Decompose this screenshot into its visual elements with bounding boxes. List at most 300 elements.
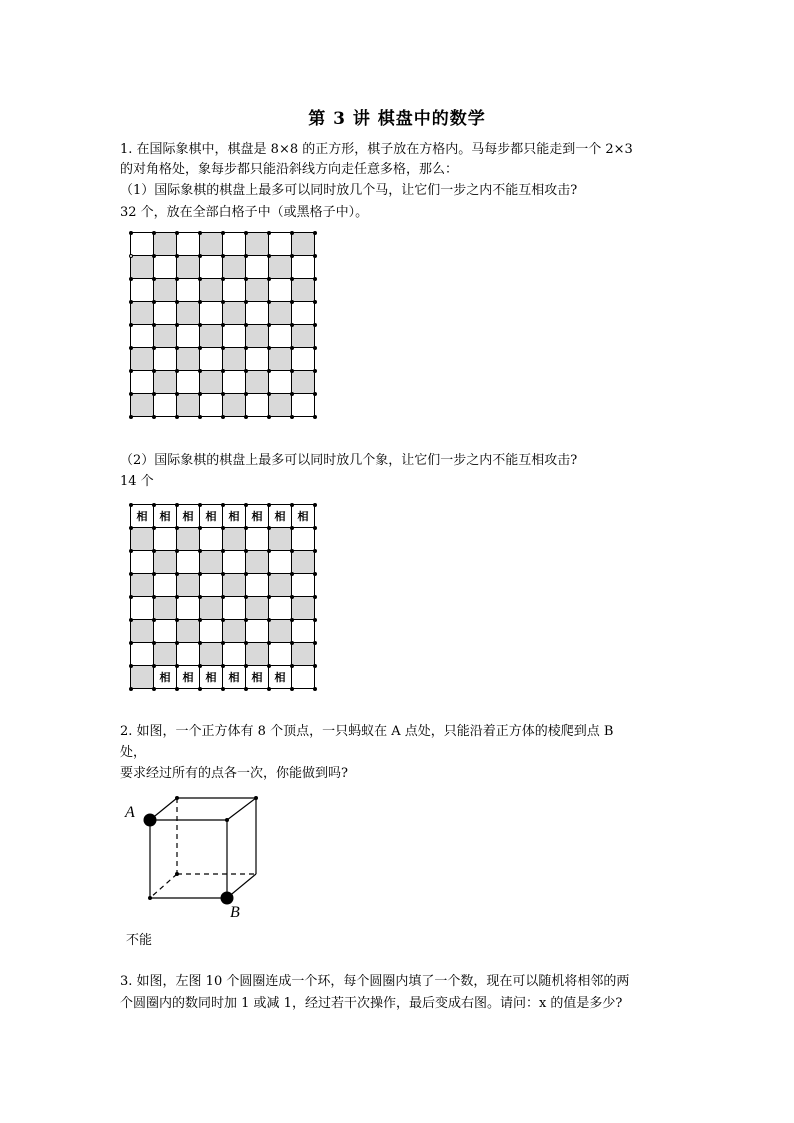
board-square xyxy=(223,325,246,348)
grid-intersection-dot xyxy=(290,323,294,327)
grid-intersection-dot xyxy=(129,526,133,530)
grid-intersection-dot xyxy=(244,526,248,530)
grid-intersection-dot xyxy=(221,277,225,281)
grid-intersection-dot xyxy=(198,664,202,668)
board-square xyxy=(292,574,315,597)
board-square xyxy=(177,574,200,597)
grid-intersection-dot xyxy=(175,687,179,691)
grid-intersection-dot xyxy=(221,595,225,599)
board-square xyxy=(154,348,177,371)
grid-intersection-dot xyxy=(152,277,156,281)
grid-intersection-dot xyxy=(244,618,248,622)
grid-intersection-dot xyxy=(129,687,133,691)
board-square xyxy=(223,574,246,597)
grid-intersection-dot xyxy=(129,346,133,350)
board-square xyxy=(200,371,223,394)
grid-intersection-dot xyxy=(221,618,225,622)
q1-sub1-question: （1）国际象棋的棋盘上最多可以同时放几个马，让它们一步之内不能互相攻击? xyxy=(120,183,578,198)
grid-intersection-dot xyxy=(244,231,248,235)
bishop-piece: 相 xyxy=(269,666,292,689)
grid-intersection-dot xyxy=(221,254,225,258)
board-square xyxy=(154,371,177,394)
grid-intersection-dot xyxy=(152,687,156,691)
grid-intersection-dot xyxy=(129,323,133,327)
board-square xyxy=(292,348,315,371)
bishop-piece: 相 xyxy=(246,666,269,689)
board-square xyxy=(177,394,200,417)
board-square xyxy=(154,528,177,551)
grid-intersection-dot xyxy=(313,415,317,419)
grid-intersection-dot xyxy=(198,503,202,507)
board-square xyxy=(292,233,315,256)
grid-intersection-dot xyxy=(313,369,317,373)
grid-intersection-dot xyxy=(313,231,317,235)
board-square xyxy=(223,551,246,574)
board-square xyxy=(154,597,177,620)
grid-intersection-dot xyxy=(221,549,225,553)
grid-intersection-dot xyxy=(152,641,156,645)
q2-text-line2: 处， xyxy=(120,745,147,760)
board-square xyxy=(200,620,223,643)
grid-intersection-dot xyxy=(244,415,248,419)
grid-intersection-dot xyxy=(129,392,133,396)
grid-intersection-dot xyxy=(267,231,271,235)
board-square xyxy=(131,666,154,689)
grid-intersection-dot xyxy=(129,641,133,645)
grid-intersection-dot xyxy=(313,277,317,281)
grid-intersection-dot xyxy=(175,641,179,645)
grid-intersection-dot xyxy=(290,346,294,350)
grid-intersection-dot xyxy=(290,641,294,645)
board-square xyxy=(246,574,269,597)
board-square xyxy=(292,643,315,666)
board-square xyxy=(269,279,292,302)
grid-intersection-dot xyxy=(290,415,294,419)
bishop-piece: 相 xyxy=(246,505,269,528)
board-square xyxy=(292,551,315,574)
grid-intersection-dot xyxy=(221,346,225,350)
grid-intersection-dot xyxy=(129,549,133,553)
bishop-piece: 相 xyxy=(292,505,315,528)
q1-sub2-answer: 14 个 xyxy=(120,474,154,489)
grid-intersection-dot xyxy=(175,526,179,530)
board-square xyxy=(154,551,177,574)
grid-intersection-dot xyxy=(290,549,294,553)
board-square xyxy=(200,348,223,371)
grid-intersection-dot xyxy=(198,595,202,599)
board-square xyxy=(223,643,246,666)
grid-intersection-dot xyxy=(244,369,248,373)
grid-intersection-dot xyxy=(267,595,271,599)
grid-intersection-dot xyxy=(129,231,133,235)
grid-intersection-dot xyxy=(129,415,133,419)
grid-intersection-dot xyxy=(152,323,156,327)
grid-intersection-dot xyxy=(221,664,225,668)
grid-intersection-dot xyxy=(221,392,225,396)
board-square xyxy=(131,348,154,371)
grid-intersection-dot xyxy=(313,664,317,668)
board-square xyxy=(246,348,269,371)
grid-intersection-dot xyxy=(198,641,202,645)
board-square xyxy=(246,643,269,666)
board-square xyxy=(131,371,154,394)
bishop-piece: 相 xyxy=(200,505,223,528)
grid-intersection-dot xyxy=(129,664,133,668)
grid-intersection-dot xyxy=(244,323,248,327)
grid-intersection-dot xyxy=(267,346,271,350)
board-square xyxy=(269,348,292,371)
board-square xyxy=(177,256,200,279)
board-square xyxy=(200,256,223,279)
grid-intersection-dot xyxy=(267,392,271,396)
grid-intersection-dot xyxy=(313,572,317,576)
board-square xyxy=(269,394,292,417)
board-square xyxy=(154,233,177,256)
grid-intersection-dot xyxy=(198,415,202,419)
bishop-piece: 相 xyxy=(223,666,246,689)
board-square xyxy=(131,256,154,279)
board-square xyxy=(246,256,269,279)
grid-intersection-dot xyxy=(175,595,179,599)
grid-intersection-dot xyxy=(313,323,317,327)
board-square xyxy=(246,371,269,394)
board-square xyxy=(154,620,177,643)
grid-intersection-dot xyxy=(129,503,133,507)
board-square xyxy=(200,643,223,666)
grid-intersection-dot xyxy=(152,231,156,235)
grid-intersection-dot xyxy=(175,415,179,419)
board-square xyxy=(269,528,292,551)
grid-intersection-dot xyxy=(152,300,156,304)
grid-intersection-dot xyxy=(129,277,133,281)
grid-intersection-dot xyxy=(290,664,294,668)
board-square xyxy=(154,394,177,417)
board-square xyxy=(269,256,292,279)
board-square xyxy=(131,394,154,417)
bishop-piece: 相 xyxy=(269,505,292,528)
grid-intersection-dot xyxy=(313,300,317,304)
grid-intersection-dot xyxy=(175,323,179,327)
grid-intersection-dot xyxy=(267,277,271,281)
grid-intersection-dot xyxy=(267,526,271,530)
board-square xyxy=(223,528,246,551)
board-square xyxy=(131,643,154,666)
board-square xyxy=(131,620,154,643)
board-square xyxy=(131,528,154,551)
board-square xyxy=(154,279,177,302)
q3-text-line1: 3. 如图，左图 10 个圆圈连成一个环，每个圆圈内填了一个数，现在可以随机将相邻的两 xyxy=(120,974,630,989)
cube-diagram xyxy=(120,790,270,930)
grid-intersection-dot xyxy=(244,346,248,350)
grid-intersection-dot xyxy=(290,595,294,599)
grid-intersection-dot xyxy=(290,254,294,258)
grid-intersection-dot xyxy=(129,300,133,304)
board-square xyxy=(292,256,315,279)
grid-intersection-dot xyxy=(175,618,179,622)
grid-intersection-dot xyxy=(244,300,248,304)
grid-intersection-dot xyxy=(313,346,317,350)
grid-intersection-dot xyxy=(198,392,202,396)
grid-intersection-dot xyxy=(198,323,202,327)
board-square xyxy=(269,302,292,325)
q2-text-line1: 2. 如图，一个正方体有 8 个顶点，一只蚂蚁在 A 点处，只能沿着正方体的棱爬到点 B xyxy=(120,724,614,739)
grid-intersection-dot xyxy=(129,369,133,373)
grid-intersection-dot xyxy=(267,687,271,691)
board-square xyxy=(177,643,200,666)
grid-intersection-dot xyxy=(244,277,248,281)
board-square xyxy=(200,302,223,325)
board-square xyxy=(269,551,292,574)
grid-intersection-dot xyxy=(267,254,271,258)
board-square xyxy=(200,279,223,302)
board-square xyxy=(269,620,292,643)
grid-intersection-dot xyxy=(267,503,271,507)
board-square xyxy=(154,574,177,597)
grid-intersection-dot xyxy=(267,415,271,419)
grid-intersection-dot xyxy=(267,369,271,373)
vertex-b-label: B xyxy=(230,904,240,921)
grid-intersection-dot xyxy=(267,549,271,553)
grid-intersection-dot xyxy=(313,254,317,258)
grid-intersection-dot xyxy=(221,572,225,576)
grid-intersection-dot xyxy=(198,526,202,530)
grid-intersection-dot xyxy=(152,346,156,350)
board-square xyxy=(177,620,200,643)
grid-intersection-dot xyxy=(313,549,317,553)
board-square xyxy=(292,528,315,551)
board-square xyxy=(269,574,292,597)
grid-intersection-dot xyxy=(313,641,317,645)
board-square xyxy=(269,233,292,256)
board-square xyxy=(177,551,200,574)
grid-intersection-dot xyxy=(221,231,225,235)
grid-intersection-dot xyxy=(244,549,248,553)
bishop-piece: 相 xyxy=(154,505,177,528)
grid-intersection-dot xyxy=(152,392,156,396)
board-square xyxy=(246,394,269,417)
grid-intersection-dot xyxy=(313,687,317,691)
board-square xyxy=(292,325,315,348)
board-square xyxy=(177,371,200,394)
grid-intersection-dot xyxy=(129,254,133,258)
board-square xyxy=(269,371,292,394)
grid-intersection-dot xyxy=(221,641,225,645)
board-square xyxy=(200,233,223,256)
board-square xyxy=(269,325,292,348)
board-square xyxy=(292,302,315,325)
bishop-piece: 相 xyxy=(177,666,200,689)
board-square xyxy=(223,302,246,325)
board-square xyxy=(246,302,269,325)
board-square xyxy=(200,394,223,417)
grid-intersection-dot xyxy=(290,687,294,691)
q3-text-line2: 个圆圈内的数同时加 1 或减 1，经过若干次操作，最后变成右图。请问：x 的值是多少? xyxy=(120,996,623,1011)
grid-intersection-dot xyxy=(152,254,156,258)
board-square xyxy=(131,279,154,302)
grid-intersection-dot xyxy=(290,618,294,622)
grid-intersection-dot xyxy=(244,687,248,691)
grid-intersection-dot xyxy=(129,618,133,622)
board-square xyxy=(131,551,154,574)
grid-intersection-dot xyxy=(244,595,248,599)
bishop-piece: 相 xyxy=(154,666,177,689)
board-square xyxy=(223,348,246,371)
board-square xyxy=(223,597,246,620)
grid-intersection-dot xyxy=(152,369,156,373)
board-square xyxy=(246,528,269,551)
grid-intersection-dot xyxy=(221,503,225,507)
grid-intersection-dot xyxy=(290,503,294,507)
grid-intersection-dot xyxy=(267,300,271,304)
grid-intersection-dot xyxy=(244,641,248,645)
board-square xyxy=(269,597,292,620)
board-square xyxy=(131,233,154,256)
grid-intersection-dot xyxy=(290,300,294,304)
grid-intersection-dot xyxy=(175,254,179,258)
grid-intersection-dot xyxy=(175,231,179,235)
board-square xyxy=(200,551,223,574)
grid-intersection-dot xyxy=(313,392,317,396)
board-square xyxy=(177,597,200,620)
q2-text-line3: 要求经过所有的点各一次，你能做到吗? xyxy=(120,766,348,781)
grid-intersection-dot xyxy=(198,231,202,235)
page-title: 第 3 讲 棋盘中的数学 xyxy=(308,109,486,129)
grid-intersection-dot xyxy=(175,277,179,281)
board-square xyxy=(246,233,269,256)
board-square xyxy=(154,302,177,325)
board-square xyxy=(131,325,154,348)
board-square xyxy=(131,597,154,620)
grid-intersection-dot xyxy=(198,254,202,258)
grid-intersection-dot xyxy=(198,277,202,281)
board-square xyxy=(200,597,223,620)
board-square xyxy=(131,302,154,325)
grid-intersection-dot xyxy=(313,526,317,530)
grid-intersection-dot xyxy=(175,572,179,576)
board-square xyxy=(177,279,200,302)
bishop-piece: 相 xyxy=(223,505,246,528)
grid-intersection-dot xyxy=(267,664,271,668)
board-square xyxy=(246,325,269,348)
grid-intersection-dot xyxy=(313,595,317,599)
board-square xyxy=(154,256,177,279)
grid-intersection-dot xyxy=(221,300,225,304)
grid-intersection-dot xyxy=(152,549,156,553)
grid-intersection-dot xyxy=(152,664,156,668)
vertex-a-label: A xyxy=(125,804,135,821)
grid-intersection-dot xyxy=(198,369,202,373)
grid-intersection-dot xyxy=(198,549,202,553)
board-square xyxy=(177,302,200,325)
grid-intersection-dot xyxy=(267,641,271,645)
board-square xyxy=(223,620,246,643)
board-square xyxy=(292,666,315,689)
grid-intersection-dot xyxy=(267,323,271,327)
grid-intersection-dot xyxy=(152,572,156,576)
q2-answer: 不能 xyxy=(126,933,153,948)
bishop-piece: 相 xyxy=(200,666,223,689)
q1-sub1-answer: 32 个，放在全部白格子中（或黑格子中）。 xyxy=(120,205,369,220)
grid-intersection-dot xyxy=(290,392,294,396)
board-square xyxy=(177,325,200,348)
q1-text-line1: 1. 在国际象棋中，棋盘是 8×8 的正方形，棋子放在方格内。马每步都只能走到一个 2×3 xyxy=(120,142,633,157)
board-square xyxy=(154,325,177,348)
grid-intersection-dot xyxy=(198,346,202,350)
board-square xyxy=(246,279,269,302)
board-square xyxy=(200,574,223,597)
grid-intersection-dot xyxy=(290,231,294,235)
grid-intersection-dot xyxy=(221,323,225,327)
grid-intersection-dot xyxy=(221,369,225,373)
grid-intersection-dot xyxy=(244,254,248,258)
grid-intersection-dot xyxy=(198,618,202,622)
grid-intersection-dot xyxy=(152,595,156,599)
grid-intersection-dot xyxy=(175,369,179,373)
grid-intersection-dot xyxy=(313,503,317,507)
bishop-piece: 相 xyxy=(131,505,154,528)
board-square xyxy=(223,233,246,256)
grid-intersection-dot xyxy=(313,618,317,622)
board-square xyxy=(177,348,200,371)
grid-intersection-dot xyxy=(290,526,294,530)
grid-intersection-dot xyxy=(175,392,179,396)
board-square xyxy=(269,643,292,666)
grid-intersection-dot xyxy=(244,392,248,396)
grid-intersection-dot xyxy=(267,618,271,622)
board-square xyxy=(292,394,315,417)
grid-intersection-dot xyxy=(290,277,294,281)
q1-sub2-question: （2）国际象棋的棋盘上最多可以同时放几个象，让它们一步之内不能互相攻击? xyxy=(120,453,578,468)
board-square xyxy=(223,279,246,302)
board-square xyxy=(200,528,223,551)
grid-intersection-dot xyxy=(198,572,202,576)
grid-intersection-dot xyxy=(152,503,156,507)
q1-text-line2: 的对角格处，象每步都只能沿斜线方向走任意多格，那么： xyxy=(120,162,459,177)
board-square xyxy=(246,597,269,620)
board-square xyxy=(223,394,246,417)
grid-intersection-dot xyxy=(175,549,179,553)
grid-intersection-dot xyxy=(152,526,156,530)
grid-intersection-dot xyxy=(129,595,133,599)
board-square xyxy=(292,597,315,620)
board-square xyxy=(200,325,223,348)
grid-intersection-dot xyxy=(198,687,202,691)
grid-intersection-dot xyxy=(244,503,248,507)
grid-intersection-dot xyxy=(175,664,179,668)
board-square xyxy=(292,371,315,394)
grid-intersection-dot xyxy=(198,300,202,304)
grid-intersection-dot xyxy=(267,572,271,576)
grid-intersection-dot xyxy=(221,526,225,530)
bishop-piece: 相 xyxy=(177,505,200,528)
grid-intersection-dot xyxy=(152,415,156,419)
vertex-b-marker xyxy=(221,892,234,905)
board-square xyxy=(246,551,269,574)
board-square xyxy=(131,574,154,597)
grid-intersection-dot xyxy=(152,618,156,622)
grid-intersection-dot xyxy=(175,346,179,350)
board-square xyxy=(177,528,200,551)
grid-intersection-dot xyxy=(244,572,248,576)
board-square xyxy=(292,279,315,302)
grid-intersection-dot xyxy=(175,300,179,304)
grid-intersection-dot xyxy=(221,415,225,419)
vertex-a-marker xyxy=(144,814,157,827)
grid-intersection-dot xyxy=(221,687,225,691)
board-square xyxy=(154,643,177,666)
board-square xyxy=(177,233,200,256)
grid-intersection-dot xyxy=(175,503,179,507)
